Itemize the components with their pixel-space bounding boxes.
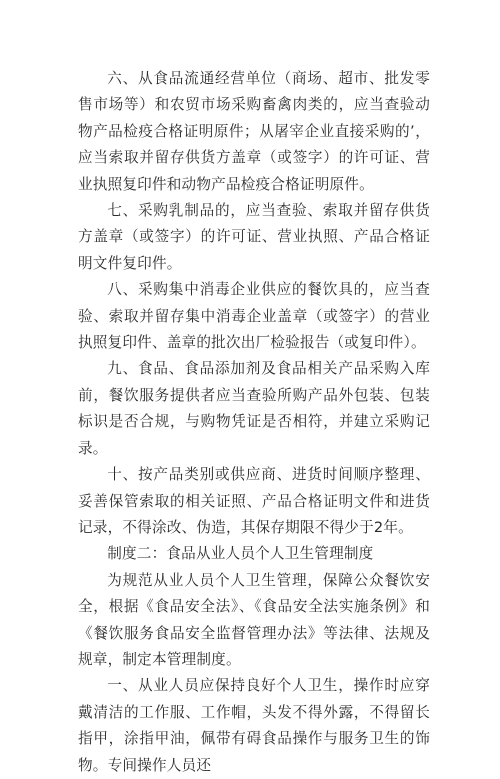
document-body (78, 66, 430, 779)
section-heading: 制度二：食品从业人员个人卫生管理制度 (107, 545, 374, 563)
paragraph-8: 八、采购集中消毒企业供应的餐饮具的，应当查验、索取并留存集中消毒企业盖章（或签字）的营业执照复印件、盖章的批次出厂检验报告（或复印件）。 (78, 281, 430, 352)
intro-paragraph: 为规范从业人员个人卫生管理，保障公众餐饮安全，根据《食品安全法》、《食品安全法实施条例》和《餐饮服务食品安全监督管理办法》等法律、法规及规章，制定本管理制度。 (78, 571, 430, 668)
paragraph-6: 六、从食品流通经营单位（商场、超市、批发零售市场等）和农贸市场采购畜禽肉类的，应当查验动物产品检疫合格证明原件；从屠宰企业直接采购的’，应当索取并留存供货方盖章（或签字）的许可证、营业执照复印件和动物产品检疫合格证明原件。 (78, 70, 430, 193)
paragraph-1: 一、从业人员应保持良好个人卫生，操作时应穿戴清洁的工作服、工作帽，头发不得外露，不得留长指甲，涂指甲油，佩带有碍食品操作与服务卫生的饰物。专间操作人员还 (78, 677, 430, 774)
paragraph-9: 九、食品、食品添加剂及食品相关产品采购入库前，餐饮服务提供者应当查验所购产品外包装、包装标识是否合规，与购物凭证是否相符，并建立采购记录。 (78, 360, 430, 457)
paragraph-7: 七、采购乳制品的，应当查验、索取并留存供货方盖章（或签字）的许可证、营业执照、产品合格证明文件复印件。 (78, 202, 430, 272)
paragraph-10: 十、按产品类别或供应商、进货时间顺序整理、妥善保管索取的相关证照、产品合格证明文件和进货记录，不得涂改、伪造，其保存期限不得少于2年。 (78, 466, 430, 536)
